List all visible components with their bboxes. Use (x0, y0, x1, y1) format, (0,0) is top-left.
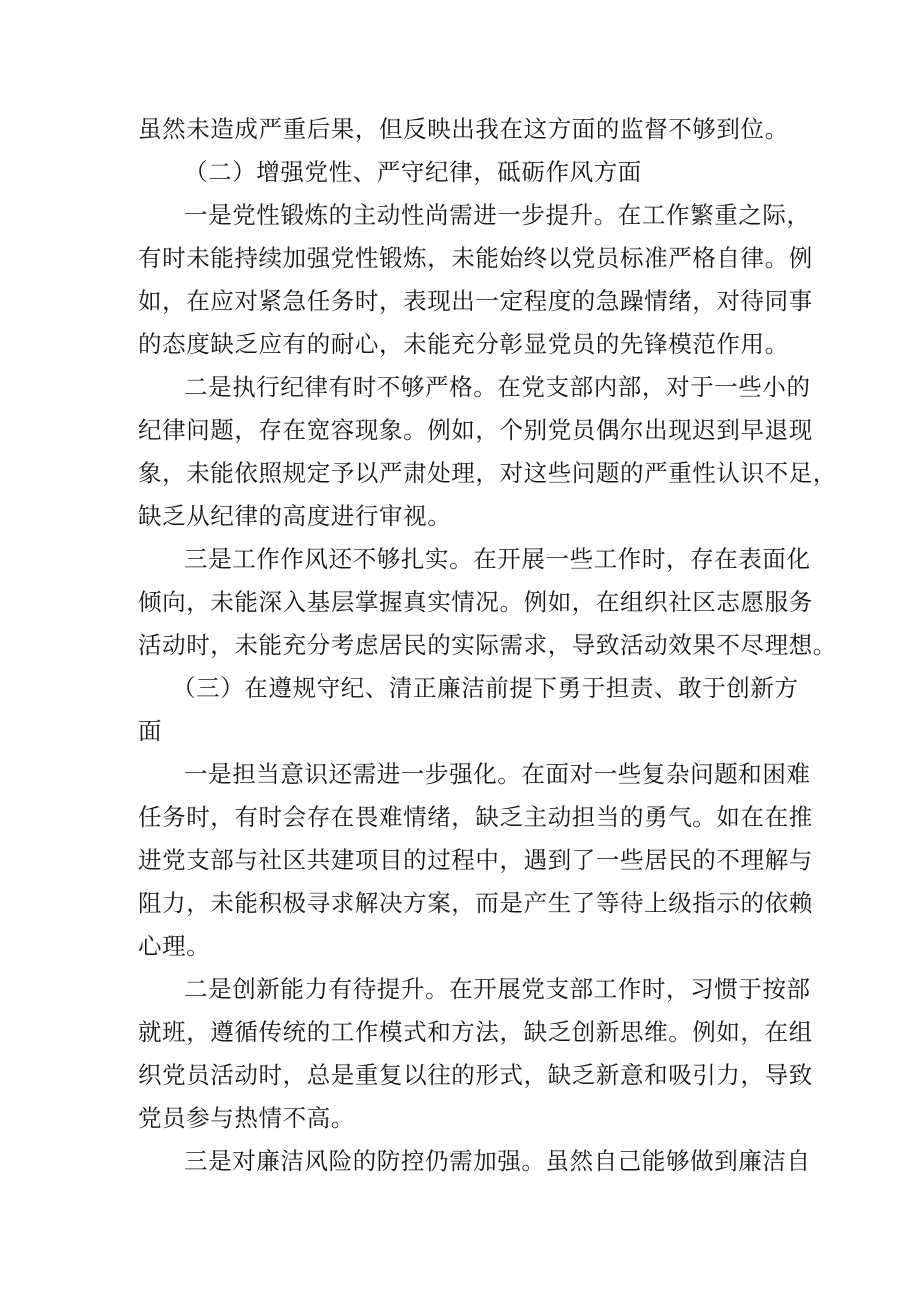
paragraph-line: 三是工作作风还不够扎实。在开展一些工作时，存在表面化 (184, 545, 811, 573)
paragraph-line: 二是执行纪律有时不够严格。在党支部内部，对于一些小的 (184, 373, 811, 401)
paragraph-line: 有时未能持续加强党性锻炼，未能始终以党员标准严格自律。例 (138, 244, 813, 272)
paragraph-line: 党员参与热情不高。 (138, 1104, 355, 1132)
paragraph-line: 织党员活动时，总是重复以往的形式，缺乏新意和吸引力，导致 (138, 1061, 813, 1089)
paragraph-line: 一是担当意识还需进一步强化。在面对一些复杂问题和困难 (184, 760, 811, 788)
paragraph-line: 一是党性锻炼的主动性尚需进一步提升。在工作繁重之际， (184, 201, 811, 229)
paragraph-line: 活动时，未能充分考虑居民的实际需求，导致活动效果不尽理想。 (138, 631, 837, 659)
paragraph-line: 进党支部与社区共建项目的过程中，遇到了一些居民的不理解与 (138, 846, 813, 874)
paragraph-line: 虽然未造成严重后果，但反映出我在这方面的监督不够到位。 (138, 115, 789, 143)
section-heading: （三）在遵规守纪、清正廉洁前提下勇于担责、敢于创新方 (172, 674, 799, 702)
paragraph-line: 二是创新能力有待提升。在开展党支部工作时，习惯于按部 (184, 975, 811, 1003)
paragraph-line: 三是对廉洁风险的防控仍需加强。虽然自己能够做到廉洁自 (184, 1147, 811, 1175)
paragraph-line: 缺乏从纪律的高度进行审视。 (138, 502, 452, 530)
section-heading-continuation: 面 (138, 717, 163, 745)
paragraph-line: 如，在应对紧急任务时，表现出一定程度的急躁情绪，对待同事 (138, 287, 813, 315)
section-heading: （二）增强党性、严守纪律，砥砺作风方面 (184, 158, 642, 186)
paragraph-line: 的态度缺乏应有的耐心，未能充分彰显党员的先锋模范作用。 (138, 330, 789, 358)
paragraph-line: 倾向，未能深入基层掌握真实情况。例如，在组织社区志愿服务 (138, 588, 813, 616)
paragraph-line: 阻力，未能积极寻求解决方案，而是产生了等待上级指示的依赖 (138, 889, 813, 917)
paragraph-line: 就班，遵循传统的工作模式和方法，缺乏创新思维。例如，在组 (138, 1018, 813, 1046)
paragraph-line: 任务时，有时会存在畏难情绪，缺乏主动担当的勇气。如在在推 (138, 803, 813, 831)
paragraph-line: 心理。 (138, 932, 211, 960)
paragraph-line: 象，未能依照规定予以严肃处理，对这些问题的严重性认识不足， (138, 459, 837, 487)
paragraph-line: 纪律问题，存在宽容现象。例如，个别党员偶尔出现迟到早退现 (138, 416, 813, 444)
